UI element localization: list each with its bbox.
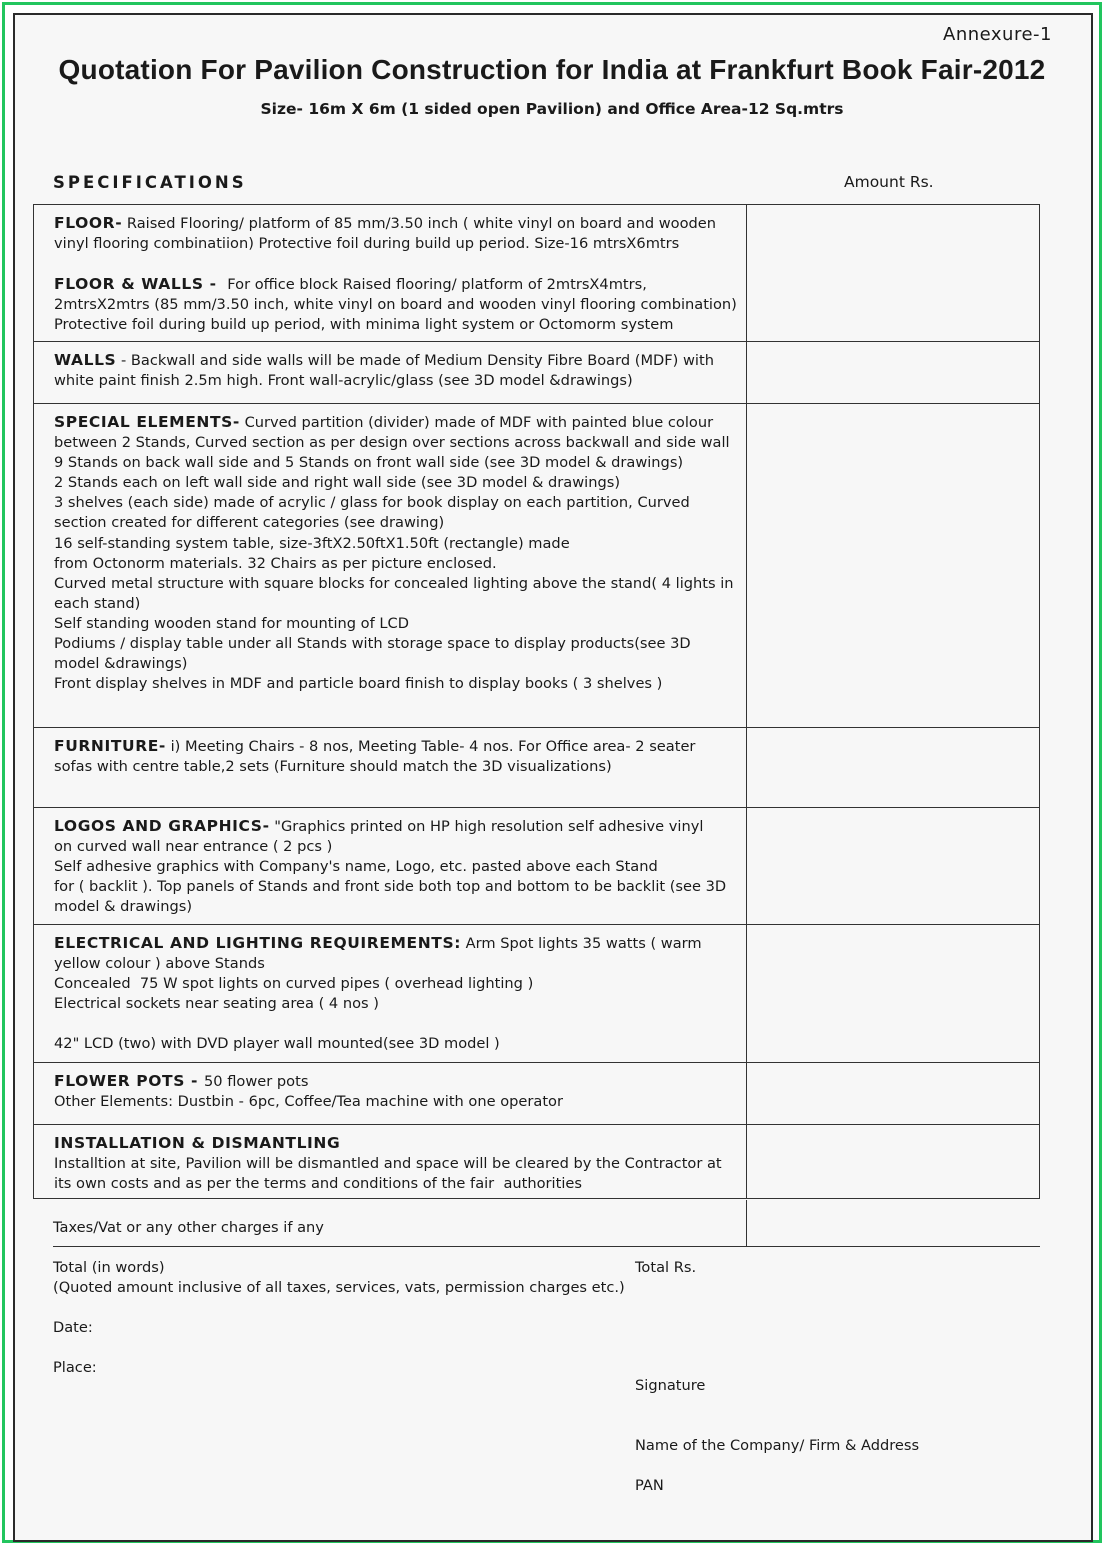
spec-line — [54, 877, 746, 897]
spec-text: 50 flower pots — [204, 1073, 309, 1090]
total-rs-label: Total Rs. — [635, 1259, 697, 1276]
spec-line — [54, 554, 746, 574]
total-words-label: Total (in words) — [53, 1259, 165, 1276]
spec-line — [54, 634, 746, 654]
pan-label: PAN — [635, 1477, 664, 1494]
spec-line — [54, 974, 746, 994]
page-subtitle: Size- 16m X 6m (1 sided open Pavilion) and Office Area-12 Sq.mtrs — [260, 100, 844, 118]
taxes-label: Taxes/Vat or any other charges if any — [53, 1219, 324, 1236]
spec-description-cell — [34, 728, 747, 808]
spec-text: its own costs and as per the terms and conditions of the fair authorities — [54, 1175, 582, 1193]
taxes-divider — [746, 1200, 747, 1247]
amount-cell[interactable] — [746, 205, 1039, 342]
amount-cell[interactable] — [746, 808, 1039, 925]
spec-text: between 2 Stands, Curved section as per design over sections across backwall and side wall — [54, 434, 730, 452]
spec-label: FLOOR- — [54, 214, 123, 232]
spec-description-cell — [34, 1063, 747, 1125]
spec-line — [54, 1154, 746, 1174]
spec-text: yellow colour ) above Stands — [54, 955, 265, 973]
spec-line — [54, 1174, 746, 1194]
spec-text — [340, 1135, 345, 1152]
spec-row — [34, 808, 1040, 925]
spec-text: 2mtrsX2mtrs (85 mm/3.50 inch, white vinyl on board and wooden vinyl flooring combination) — [54, 296, 737, 314]
spec-line — [54, 473, 746, 493]
spec-line — [54, 816, 746, 837]
spec-text: 2 Stands each on left wall side and right wall side (see 3D model & drawings) — [54, 474, 621, 492]
amount-heading: Amount Rs. — [844, 173, 934, 191]
spec-row — [34, 1125, 1040, 1199]
spec-line — [54, 350, 746, 371]
spec-line — [54, 371, 746, 391]
spec-line — [54, 433, 746, 453]
spec-line — [54, 234, 746, 254]
spec-line — [54, 534, 746, 554]
spec-text: from Octonorm materials. 32 Chairs as per picture enclosed. — [54, 554, 497, 572]
spec-row — [34, 1063, 1040, 1125]
spec-text: Self adhesive graphics with Company's name, Logo, etc. pasted above each Stand — [54, 858, 658, 876]
spec-text: sofas with centre table,2 sets (Furniture should match the 3D visualizations) — [54, 758, 612, 776]
taxes-underline — [53, 1246, 1040, 1247]
spec-text: Concealed 75 W spot lights on curved pipes ( overhead lighting ) — [54, 975, 534, 993]
spec-line — [54, 857, 746, 877]
spec-text: Arm Spot lights 35 watts ( warm — [461, 935, 702, 952]
spec-text: Installtion at site, Pavilion will be dismantled and space will be cleared by the Contractor at — [54, 1155, 722, 1173]
page-title: Quotation For Pavilion Construction for India at Frankfurt Book Fair-2012 — [58, 54, 1046, 85]
spec-label: FLOOR & WALLS - — [54, 275, 223, 294]
specifications-table — [33, 204, 1040, 1199]
spec-text: "Graphics printed on HP high resolution self adhesive vinyl — [269, 818, 704, 835]
spec-line — [54, 1133, 746, 1154]
signature-label: Signature — [635, 1377, 706, 1394]
spec-line — [54, 213, 746, 234]
spec-text: - Backwall and side walls will be made of Medium Density Fibre Board (MDF) with — [116, 352, 714, 369]
spec-line — [54, 453, 746, 473]
amount-cell[interactable] — [746, 342, 1039, 404]
spec-text: 3 shelves (each side) made of acrylic / glass for book display on each partition, Curved — [54, 494, 690, 512]
spec-line — [54, 594, 746, 614]
spec-row — [34, 205, 1040, 342]
spec-text: Raised Flooring/ platform of 85 mm/3.50 inch ( white vinyl on board and wooden — [122, 215, 717, 232]
block-gap — [54, 254, 746, 274]
spec-label: WALLS — [54, 351, 117, 369]
spec-line — [54, 1092, 746, 1112]
spec-line — [54, 933, 746, 954]
spec-description-cell — [34, 1125, 747, 1199]
spec-line — [54, 954, 746, 974]
spec-text: i) Meeting Chairs - 8 nos, Meeting Table- 4 nos. For Office area- 2 seater — [165, 738, 696, 755]
spec-line — [54, 994, 746, 1014]
spec-row — [34, 728, 1040, 808]
spec-text: Curved metal structure with square blocks for concealed lighting above the stand( 4 lights in — [54, 574, 734, 592]
spec-text: Curved partition (divider) made of MDF with painted blue colour — [239, 414, 714, 431]
spec-text: Protective foil during build up period, with minima light system or Octomorm system — [54, 316, 674, 334]
spec-line — [54, 513, 746, 533]
spec-text: Other Elements: Dustbin - 6pc, Coffee/Tea machine with one operator — [54, 1093, 563, 1111]
company-label: Name of the Company/ Firm & Address — [635, 1437, 920, 1454]
spec-text: for ( backlit ). Top panels of Stands and front side both top and bottom to be backlit (see 3D — [54, 878, 727, 896]
spec-text: For office block Raised flooring/ platform of 2mtrsX4mtrs, — [222, 276, 647, 294]
spec-line — [54, 1014, 746, 1034]
spec-text: each stand) — [54, 594, 141, 612]
spec-label: SPECIAL ELEMENTS- — [54, 413, 240, 431]
spec-text: Front display shelves in MDF and particle board finish to display books ( 3 shelves ) — [54, 675, 663, 693]
spec-label: INSTALLATION & DISMANTLING — [54, 1134, 341, 1152]
spec-row — [34, 404, 1040, 728]
spec-line — [54, 295, 746, 315]
spec-line — [54, 493, 746, 513]
spec-line — [54, 574, 746, 594]
spec-description-cell — [34, 342, 747, 404]
spec-description-cell — [34, 808, 747, 925]
spec-text: Self standing wooden stand for mounting of LCD — [54, 614, 409, 632]
spec-line — [54, 614, 746, 634]
spec-line — [54, 837, 746, 857]
spec-description-cell — [34, 404, 747, 728]
spec-line — [54, 757, 746, 777]
spec-label: FURNITURE- — [54, 737, 166, 755]
spec-row — [34, 925, 1040, 1063]
spec-text: white paint finish 2.5m high. Front wall-acrylic/glass (see 3D model &drawings) — [54, 372, 633, 390]
spec-text: Electrical sockets near seating area ( 4 nos ) — [54, 995, 379, 1013]
spec-description-cell — [34, 205, 747, 342]
amount-cell[interactable] — [746, 1125, 1039, 1199]
spec-line — [54, 315, 746, 335]
spec-label: ELECTRICAL AND LIGHTING REQUIREMENTS: — [54, 934, 462, 952]
spec-line — [54, 897, 746, 917]
spec-label: LOGOS AND GRAPHICS- — [54, 817, 270, 835]
total-note: (Quoted amount inclusive of all taxes, services, vats, permission charges etc.) — [53, 1279, 625, 1296]
amount-cell[interactable] — [746, 728, 1039, 808]
spec-row — [34, 342, 1040, 404]
spec-text: Podiums / display table under all Stands with storage space to display products(see 3D — [54, 635, 691, 653]
spec-text: model &drawings) — [54, 655, 188, 673]
spec-line — [54, 1034, 746, 1054]
spec-line — [54, 674, 746, 694]
amount-cell[interactable] — [746, 404, 1039, 728]
specifications-heading: SPECIFICATIONS — [53, 173, 247, 192]
spec-text: 42" LCD (two) with DVD player wall mounted(see 3D model ) — [54, 1035, 500, 1053]
spec-line — [54, 736, 746, 757]
spec-text: model & drawings) — [54, 898, 193, 916]
spec-description-cell — [34, 925, 747, 1063]
amount-cell[interactable] — [746, 1063, 1039, 1125]
amount-cell[interactable] — [746, 925, 1039, 1063]
spec-text: vinyl flooring combinatiion) Protective foil during build up period. Size-16 mtrsX6mtrs — [54, 235, 680, 253]
spec-label: FLOWER POTS - — [54, 1072, 205, 1090]
spec-text: on curved wall near entrance ( 2 pcs ) — [54, 838, 333, 856]
spec-text: 16 self-standing system table, size-3ftX2.50ftX1.50ft (rectangle) made — [54, 534, 570, 552]
spec-text — [54, 1015, 59, 1032]
spec-line — [54, 412, 746, 433]
date-label: Date: — [53, 1319, 93, 1336]
spec-line — [54, 1071, 746, 1092]
spec-text: section created for different categories (see drawing) — [54, 514, 445, 532]
spec-text: 9 Stands on back wall side and 5 Stands on front wall side (see 3D model & drawings) — [54, 454, 684, 472]
spec-line — [54, 654, 746, 674]
place-label: Place: — [53, 1359, 97, 1376]
annexure-label: Annexure-1 — [943, 24, 1052, 45]
spec-line — [54, 274, 746, 295]
